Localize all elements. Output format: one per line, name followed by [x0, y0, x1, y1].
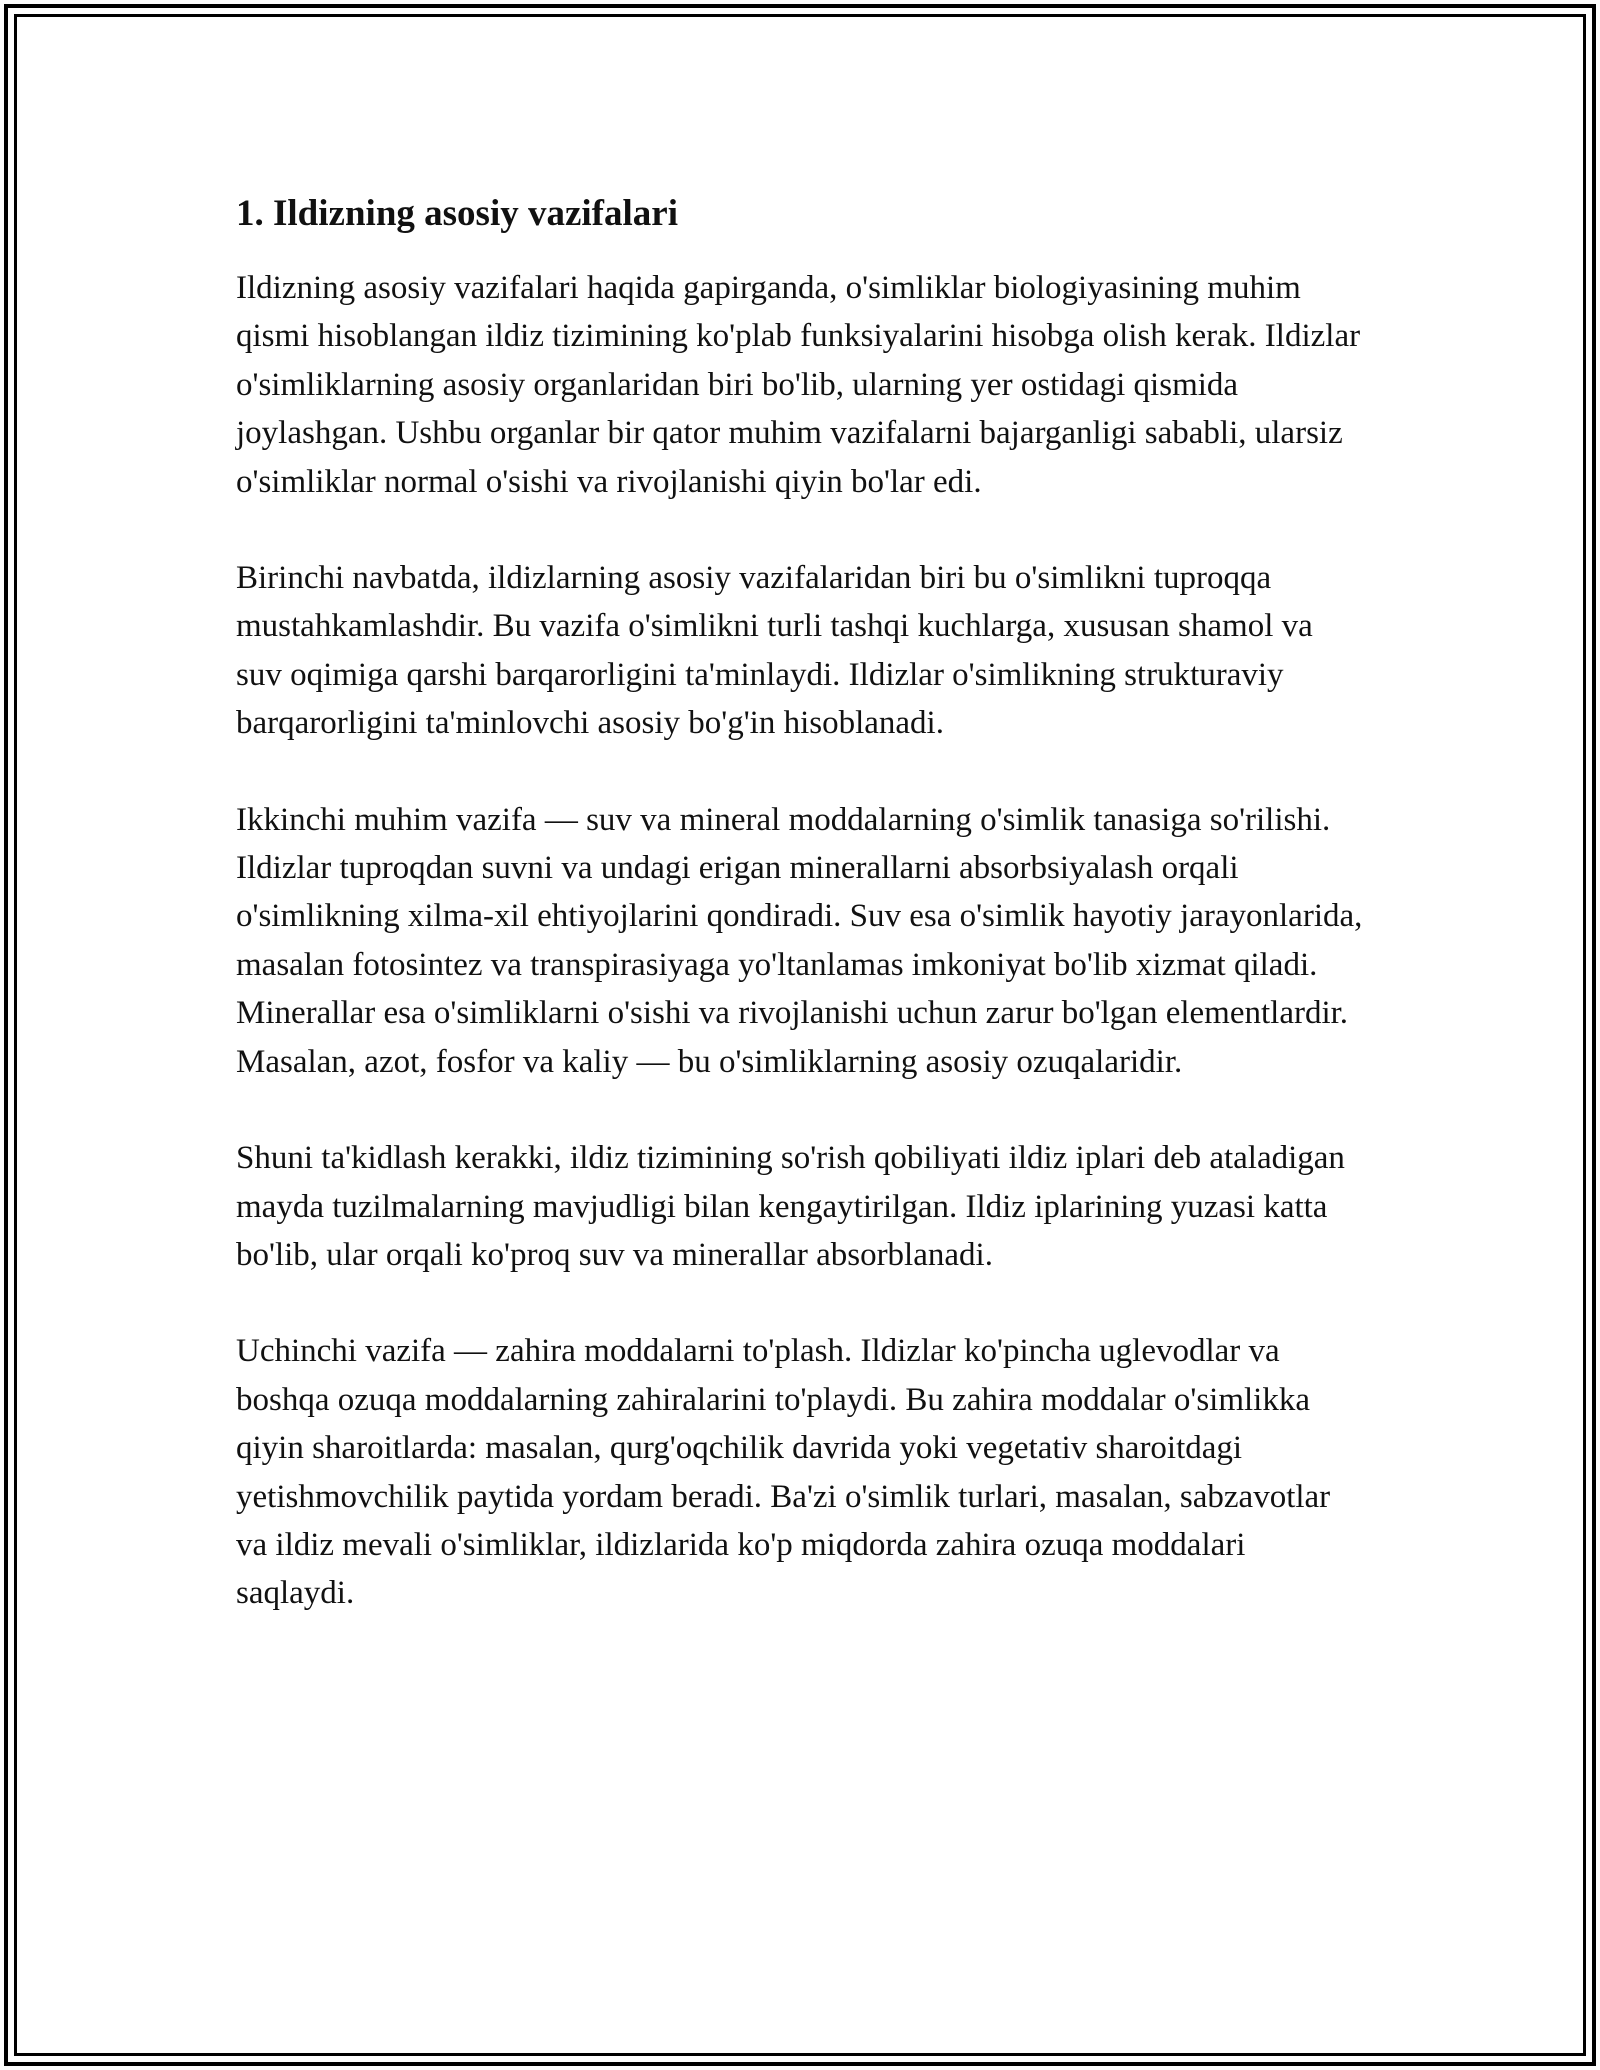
paragraph-3: Ikkinchi muhim vazifa — suv va mineral moddalarning o'simlik tanasiga so'rilishi. Ildizlar tuproqdan suvni va undagi erigan minerallarni absorbsiyalash orqali o'simlikning xilma-xil ehtiyojlarini qondiradi. Suv esa o'simlik hayotiy jarayonlarida, masalan fotosintez va transpirasiyaga yo'ltanlamas imkoniyat bo'lib xizmat qiladi. Minerallar esa o'simliklarni o'sishi va rivojlanishi uchun zarur bo'lgan elementlardir. Masalan, azot, fosfor va kaliy — bu o'simliklarning asosiy ozuqalaridir.	[236, 801, 1363, 1080]
paragraph-1: Ildizning asosiy vazifalari haqida gapirganda, o'simliklar biologiyasining muhim qismi hisoblangan ildiz tizimining ko'plab funksiyalarini hisobga olish kerak. Ildizlar o'simliklarning asosiy organlaridan biri bo'lib, ularning yer ostidagi qismida joylashgan. Ushbu organlar bir qator muhim vazifalarni bajarganligi sababli, ularsiz o'simliklar normal o'sishi va rivojlanishi qiyin bo'lar edi.	[236, 270, 1361, 500]
paragraph-4: Shuni ta'kidlash kerakki, ildiz tizimining so'rish qobiliyati ildiz iplari deb ataladigan mayda tuzilmalarning mavjudligi bilan kengaytirilgan. Ildiz iplarining yuzasi katta bo'lib, ular orqali ko'proq suv va minerallar absorblanadi.	[236, 1140, 1345, 1273]
section-title: 1. Ildizning asosiy vazifalari	[236, 193, 678, 234]
paragraph-2: Birinchi navbatda, ildizlarning asosiy vazifalaridan biri bu o'simlikni tuproqqa mustahkamlashdir. Bu vazifa o'simlikni turli tashqi kuchlarga, xususan shamol va suv oqimiga qarshi barqarorligini ta'minlaydi. Ildizlar o'simlikning strukturaviy barqarorligini ta'minlovchi asosiy bo'g'in hisoblanadi.	[236, 560, 1313, 742]
document-body	[236, 190, 1366, 1666]
paragraph-5: Uchinchi vazifa — zahira moddalarni to'plash. Ildizlar ko'pincha uglevodlar va boshqa ozuqa moddalarning zahiralarini to'playdi. Bu zahira moddalar o'simlikka qiyin sharoitlarda: masalan, qurg'oqchilik davrida yoki vegetativ sharoitdagi yetishmovchilik paytida yordam beradi. Ba'zi o'simlik turlari, masalan, sabzavotlar va ildiz mevali o'simliklar, ildizlarida ko'p miqdorda zahira ozuqa moddalari saqlaydi.	[236, 1333, 1331, 1612]
